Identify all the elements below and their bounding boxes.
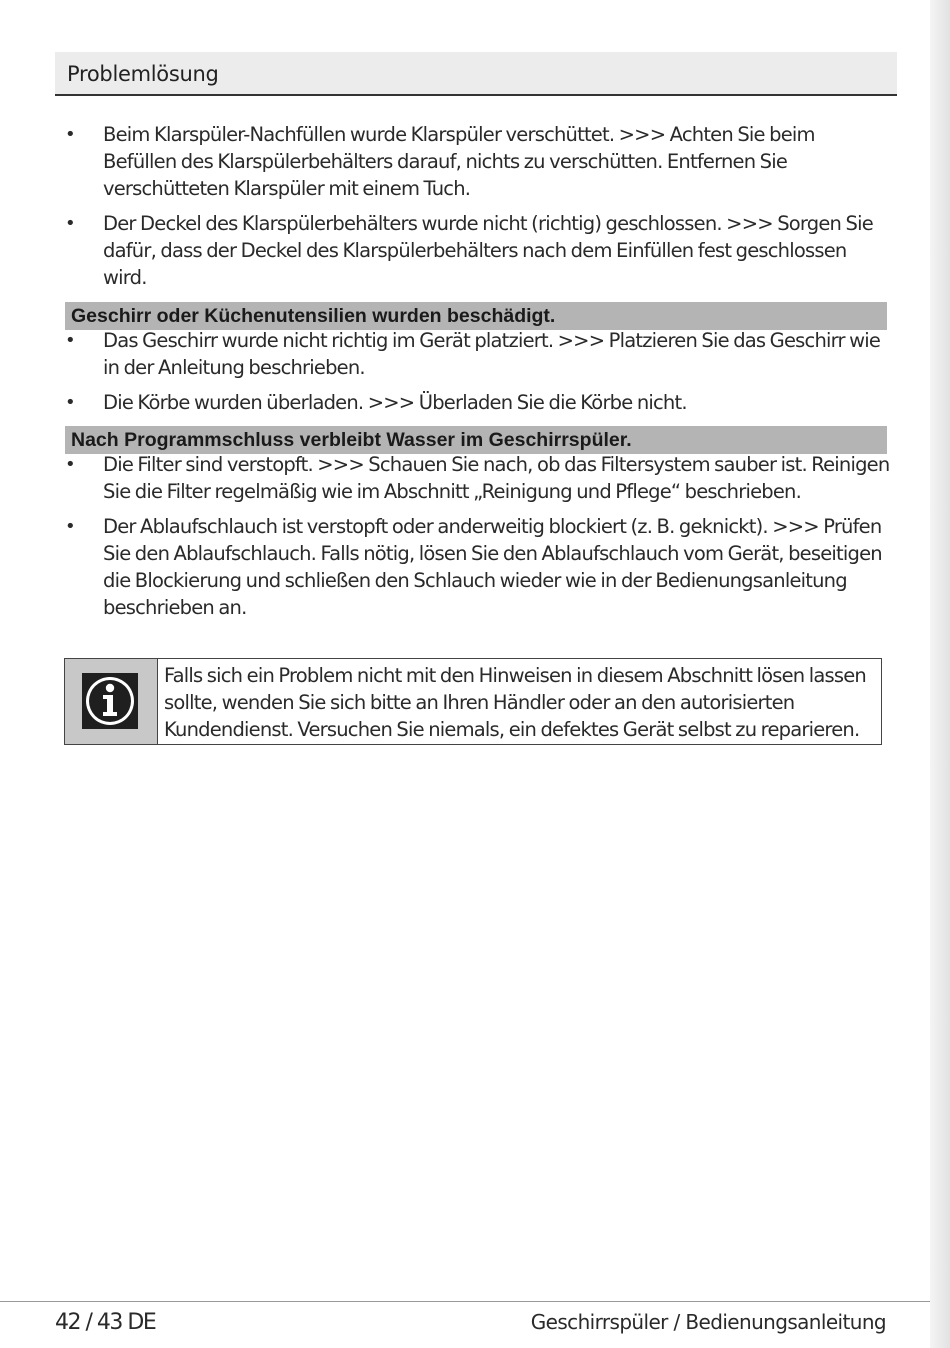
section-heading <box>65 426 887 454</box>
bullet: • <box>65 213 76 234</box>
page-edge-shadow <box>930 0 950 1348</box>
bullet: • <box>65 392 76 413</box>
bullet: • <box>65 516 76 537</box>
section-heading <box>65 302 887 330</box>
list-item-text: Das Geschirr wurde nicht richtig im Gerät platziert. >>> Platzieren Sie das Geschirr wie in der Anleitung beschrieben. <box>103 329 881 379</box>
list-item-text: Beim Klarspüler-Nachfüllen wurde Klarspüler verschüttet. >>> Achten Sie beim Befüllen des Klarspülerbehälters darauf, nichts zu verschütten. Entfernen Sie verschütteten Klarspüler mit einem Tuch. <box>103 123 815 200</box>
section-list <box>60 451 890 629</box>
info-icon <box>82 673 138 729</box>
list-item <box>60 389 890 416</box>
bullet: • <box>65 330 76 351</box>
section-list <box>60 327 890 424</box>
info-note-text: Falls sich ein Problem nicht mit den Hinweisen in diesem Abschnitt lösen lassen sollte, wenden Sie sich bitte an Ihren Händler oder an den autorisierten Kundendienst. Versuchen Sie niemals, ein defektes Gerät selbst zu reparieren. <box>164 664 866 741</box>
info-icon-cell <box>65 659 158 744</box>
list-item <box>60 121 890 202</box>
footer-divider <box>0 1301 930 1302</box>
intro-list <box>60 121 890 299</box>
section-title: Geschirr oder Küchenutensilien wurden beschädigt. <box>71 305 556 327</box>
list-item-text: Die Körbe wurden überladen. >>> Überladen Sie die Körbe nicht. <box>103 391 687 414</box>
document-title: Geschirrspüler / Bedienungsanleitung <box>530 1310 886 1334</box>
page-number: 42 / 43 DE <box>55 1310 156 1335</box>
page-title: Problemlösung <box>67 62 219 86</box>
section-title: Nach Programmschluss verbleibt Wasser im Geschirrspüler. <box>71 429 632 451</box>
list-item <box>60 210 890 291</box>
list-item-text: Die Filter sind verstopft. >>> Schauen Sie nach, ob das Filtersystem sauber ist. Reinigen Sie die Filter regelmäßig wie im Abschnitt „Reinigung und Pflege“ beschrieben. <box>103 453 890 503</box>
list-item-text: Der Ablaufschlauch ist verstopft oder anderweitig blockiert (z. B. geknickt). >>> Prüfen Sie den Ablaufschlauch. Falls nötig, lösen Sie den Ablaufschlauch vom Gerät, beseitigen die Blockierung und schließen den Schlauch wieder wie in der Bedienungsanleitung beschrieben an. <box>103 515 882 619</box>
list-item <box>60 451 890 505</box>
list-item <box>60 327 890 381</box>
list-item <box>60 513 890 621</box>
bullet: • <box>65 124 76 145</box>
header-bar <box>55 52 897 96</box>
info-note <box>64 658 882 745</box>
bullet: • <box>65 454 76 475</box>
list-item-text: Der Deckel des Klarspülerbehälters wurde nicht (richtig) geschlossen. >>> Sorgen Sie dafür, dass der Deckel des Klarspülerbehälters nach dem Einfüllen fest geschlossen wird. <box>103 212 873 289</box>
